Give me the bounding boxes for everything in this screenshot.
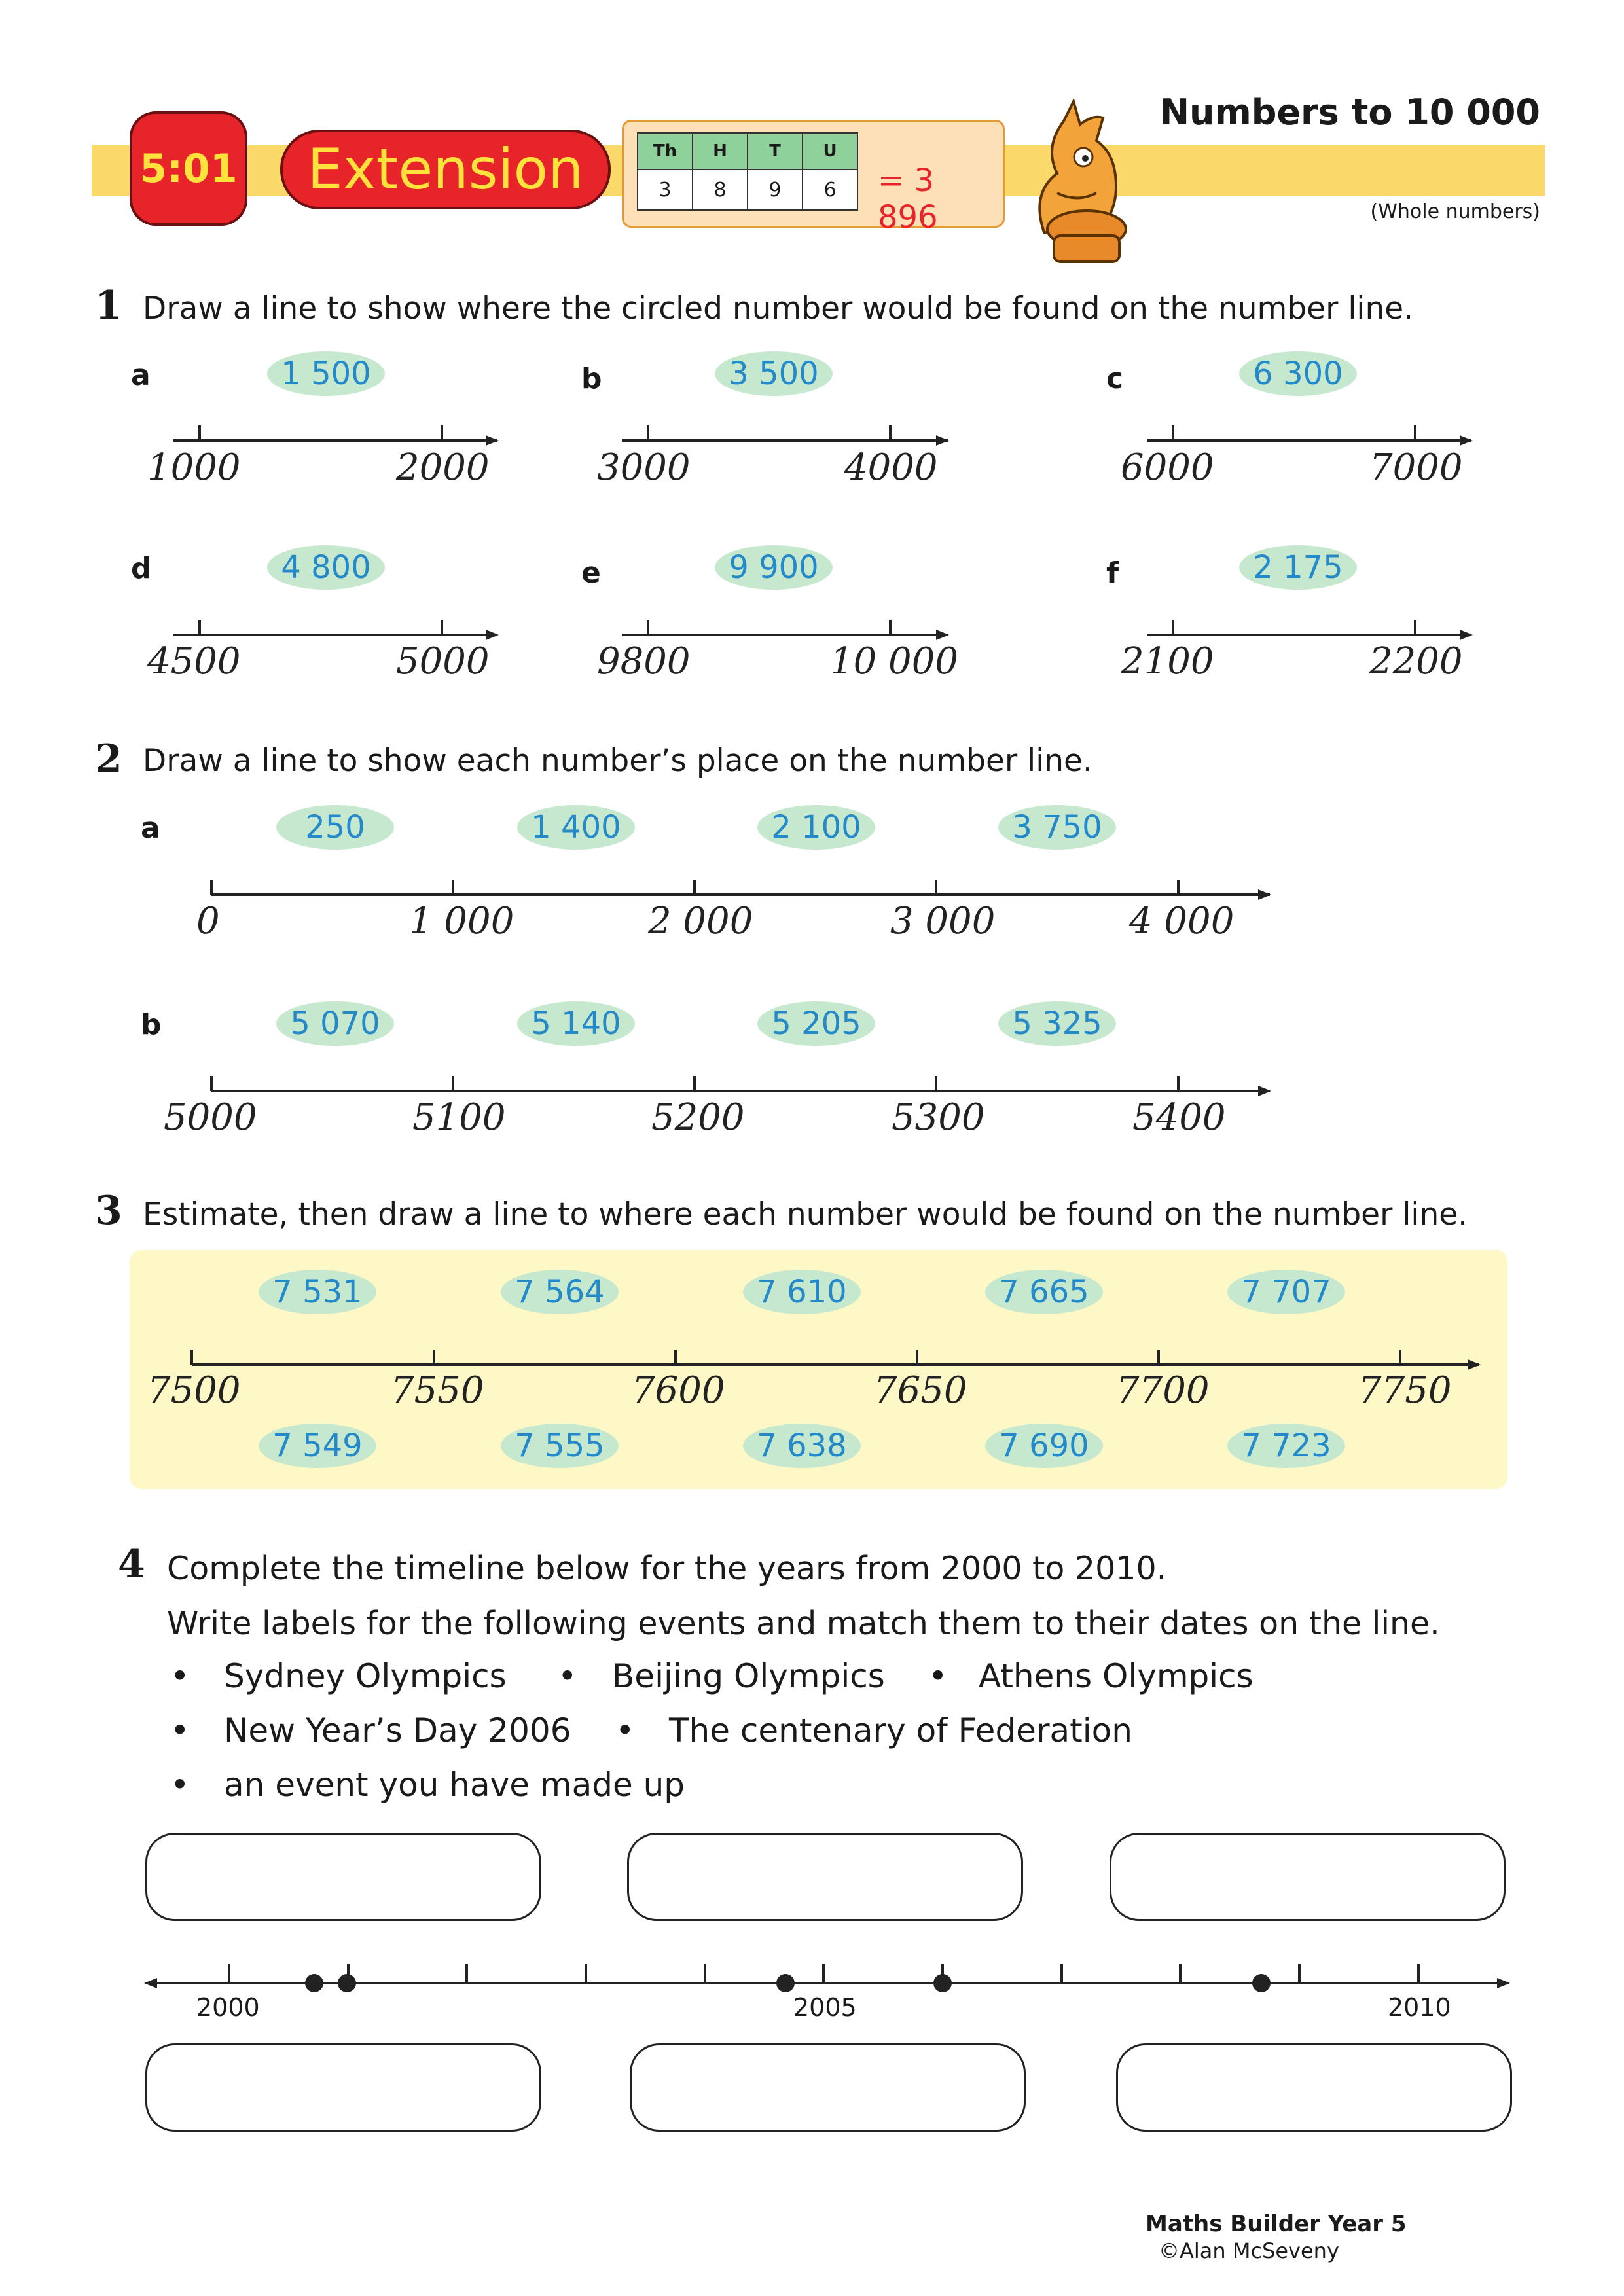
bullet-icon: • bbox=[170, 1766, 190, 1804]
footer-book-title: Maths Builder Year 5 bbox=[1146, 2211, 1407, 2237]
timeline-label-box[interactable] bbox=[630, 2043, 1026, 2132]
q1-line-start-label: 6000 bbox=[1121, 446, 1214, 489]
q1-line-end-label: 5000 bbox=[396, 640, 490, 683]
timeline-label-box[interactable] bbox=[627, 1833, 1023, 1921]
question-number-3: 3 bbox=[95, 1188, 122, 1234]
q1-circled-number: 4 800 bbox=[267, 545, 385, 590]
pv-header-u: U bbox=[803, 133, 857, 170]
q3-value-oval: 7 555 bbox=[501, 1424, 619, 1468]
q2b-tick-label: 5300 bbox=[892, 1096, 985, 1139]
q2a-number-line bbox=[211, 880, 1270, 895]
timeline-label-box[interactable] bbox=[145, 1833, 541, 1921]
q2b-value-oval: 5 140 bbox=[517, 1001, 635, 1046]
q3-tick-label: 7600 bbox=[632, 1369, 725, 1412]
bullet-icon: • bbox=[558, 1657, 577, 1695]
topic-title: Numbers to 10 000 bbox=[1159, 92, 1540, 133]
q1f-number-line bbox=[1147, 620, 1471, 635]
q1-circled-number: 3 500 bbox=[715, 351, 833, 396]
bullet-icon: • bbox=[170, 1657, 190, 1695]
q3-value-oval: 7 707 bbox=[1227, 1270, 1345, 1314]
timeline-year-label: 2005 bbox=[793, 1993, 857, 2022]
place-value-table bbox=[637, 132, 858, 211]
question-4-line-1: Complete the timeline below for the years from 2000 to 2010. bbox=[167, 1550, 1167, 1587]
q3-tick-label: 7700 bbox=[1116, 1369, 1210, 1412]
pv-header-t: T bbox=[748, 133, 803, 170]
event-beijing-olympics: Beijing Olympics bbox=[612, 1657, 885, 1695]
q3-value-oval: 7 610 bbox=[743, 1270, 861, 1314]
q1-line-start-label: 2100 bbox=[1121, 640, 1214, 683]
q3-value-oval: 7 549 bbox=[259, 1424, 376, 1468]
timeline-line bbox=[145, 1964, 1509, 1983]
event-new-years-day: New Year’s Day 2006 bbox=[224, 1712, 571, 1749]
q1b-number-line bbox=[622, 425, 948, 440]
q2a-tick-label: 3 000 bbox=[890, 900, 996, 942]
q1-part-letter: e bbox=[581, 556, 601, 590]
q1-part-letter: a bbox=[131, 359, 151, 392]
extension-label: Extension bbox=[280, 130, 611, 209]
q2a-value-oval: 2 100 bbox=[757, 805, 875, 850]
q2a-value-oval: 1 400 bbox=[517, 805, 635, 850]
pv-header-h: H bbox=[693, 133, 748, 170]
q2b-value-oval: 5 205 bbox=[757, 1001, 875, 1046]
event-athens-olympics: Athens Olympics bbox=[979, 1657, 1254, 1695]
bullet-icon: • bbox=[615, 1712, 635, 1749]
q1-line-start-label: 4500 bbox=[147, 640, 241, 683]
q1-line-end-label: 2200 bbox=[1369, 640, 1463, 683]
event-sydney-olympics: Sydney Olympics bbox=[224, 1657, 507, 1695]
q2b-value-oval: 5 070 bbox=[276, 1001, 394, 1046]
q1-line-end-label: 2000 bbox=[396, 446, 490, 489]
q1-circled-number: 9 900 bbox=[715, 545, 833, 590]
q2b-value-oval: 5 325 bbox=[998, 1001, 1116, 1046]
q1-line-start-label: 1000 bbox=[147, 446, 241, 489]
pv-digit-h: 8 bbox=[693, 170, 748, 210]
pv-digit-t: 9 bbox=[748, 170, 803, 210]
event-made-up: an event you have made up bbox=[224, 1766, 685, 1804]
q2a-tick-label: 1 000 bbox=[409, 900, 514, 942]
timeline-label-box[interactable] bbox=[1110, 1833, 1506, 1921]
pv-header-th: Th bbox=[638, 133, 693, 170]
timeline-year-label: 2000 bbox=[196, 1993, 260, 2022]
q1-line-start-label: 3000 bbox=[597, 446, 691, 489]
event-centenary-federation: The centenary of Federation bbox=[669, 1712, 1132, 1749]
question-number-2: 2 bbox=[95, 736, 122, 782]
q1a-number-line bbox=[173, 425, 497, 440]
q3-value-oval: 7 690 bbox=[985, 1424, 1103, 1468]
q3-value-oval: 7 638 bbox=[743, 1424, 861, 1468]
timeline-label-box[interactable] bbox=[145, 2043, 541, 2132]
pv-digit-th: 3 bbox=[638, 170, 693, 210]
unit-code-badge: 5:01 bbox=[130, 111, 247, 226]
timeline-label-box[interactable] bbox=[1116, 2043, 1512, 2132]
q3-tick-label: 7650 bbox=[874, 1369, 967, 1412]
place-value-box bbox=[622, 120, 1005, 236]
q1-line-end-label: 7000 bbox=[1369, 446, 1463, 489]
q1-line-start-label: 9800 bbox=[597, 640, 691, 683]
footer-copyright: ©Alan McSeveny bbox=[1159, 2238, 1339, 2263]
q1c-number-line bbox=[1147, 425, 1471, 440]
q2b-number-line bbox=[211, 1076, 1270, 1091]
q1-line-end-label: 10 000 bbox=[830, 640, 958, 683]
question-number-1: 1 bbox=[95, 283, 122, 329]
q1e-number-line bbox=[622, 620, 948, 635]
q1-part-letter: f bbox=[1106, 556, 1119, 590]
pv-digit-u: 6 bbox=[803, 170, 857, 210]
q1d-number-line bbox=[173, 620, 497, 635]
q2a-value-oval: 3 750 bbox=[998, 805, 1116, 850]
topic-subtitle: (Whole numbers) bbox=[1370, 200, 1540, 223]
q1-circled-number: 6 300 bbox=[1239, 351, 1357, 396]
q3-tick-label: 7500 bbox=[147, 1369, 241, 1412]
question-2-text: Draw a line to show each number’s place on the number line. bbox=[143, 743, 1092, 779]
q3-tick-label: 7750 bbox=[1358, 1369, 1452, 1412]
q1-circled-number: 1 500 bbox=[267, 351, 385, 396]
q2a-tick-label: 2 000 bbox=[648, 900, 753, 942]
q1-circled-number: 2 175 bbox=[1239, 545, 1357, 590]
bullet-icon: • bbox=[928, 1657, 948, 1695]
q2b-tick-label: 5400 bbox=[1132, 1096, 1226, 1139]
q1-line-end-label: 4000 bbox=[844, 446, 938, 489]
q3-value-oval: 7 665 bbox=[985, 1270, 1103, 1314]
timeline-year-label: 2010 bbox=[1388, 1993, 1451, 2022]
question-1-text: Draw a line to show where the circled number would be found on the number line. bbox=[143, 291, 1414, 327]
bullet-icon: • bbox=[170, 1712, 190, 1749]
q3-value-oval: 7 531 bbox=[259, 1270, 376, 1314]
q1-part-letter: c bbox=[1106, 362, 1124, 395]
timeline-event-dots bbox=[305, 1974, 1271, 1992]
question-4-line-2: Write labels for the following events and match them to their dates on the line. bbox=[167, 1605, 1440, 1642]
question-number-4: 4 bbox=[118, 1541, 145, 1587]
q2b-tick-label: 5000 bbox=[164, 1096, 257, 1139]
q3-value-oval: 7 723 bbox=[1227, 1424, 1345, 1468]
place-value-result: = 3 896 bbox=[878, 162, 938, 236]
question-3-text: Estimate, then draw a line to where each number would be found on the number line. bbox=[143, 1196, 1468, 1232]
q3-value-oval: 7 564 bbox=[501, 1270, 619, 1314]
q2a-tick-label: 4 000 bbox=[1129, 900, 1235, 942]
q1-part-letter: d bbox=[131, 552, 152, 585]
q2b-tick-label: 5100 bbox=[412, 1096, 506, 1139]
q3-tick-label: 7550 bbox=[391, 1369, 484, 1412]
q2a-tick-label: 0 bbox=[196, 900, 220, 942]
q2-part-letter: b bbox=[141, 1008, 162, 1041]
q2a-value-oval: 250 bbox=[276, 805, 394, 850]
q2b-tick-label: 5200 bbox=[651, 1096, 745, 1139]
q1-part-letter: b bbox=[581, 362, 602, 395]
q2-part-letter: a bbox=[141, 812, 160, 845]
